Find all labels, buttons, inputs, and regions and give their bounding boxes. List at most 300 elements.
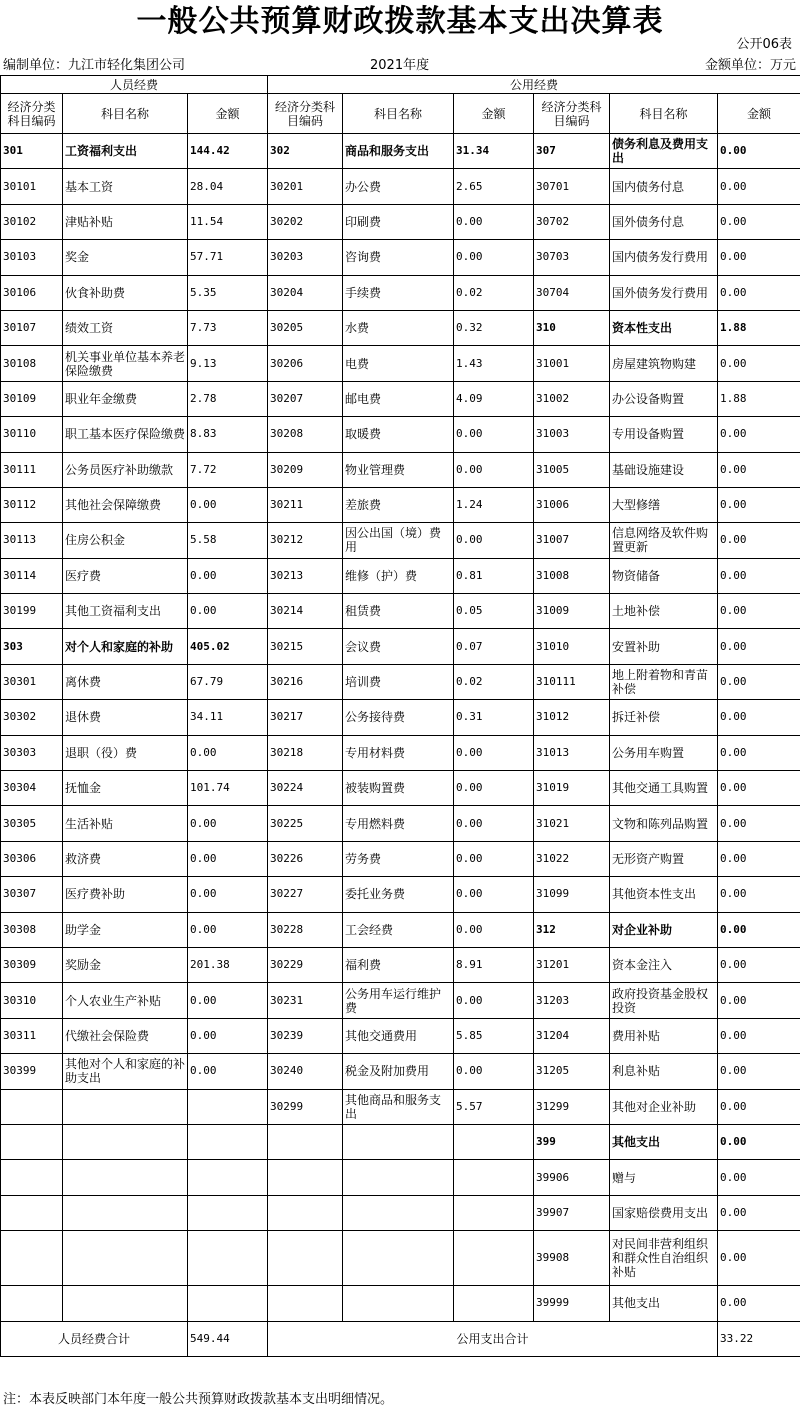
personnel-code-cell: 30111 xyxy=(1,452,63,487)
public-a-code-cell: 30224 xyxy=(268,771,343,806)
personnel-name-cell: 伙食补助费 xyxy=(63,275,188,310)
personnel-amount-cell: 8.83 xyxy=(188,417,268,452)
public-b-name-cell: 公务用车购置 xyxy=(610,735,718,770)
public-b-code-cell: 31003 xyxy=(534,417,610,452)
personnel-code-cell: 30309 xyxy=(1,947,63,982)
personnel-name-cell: 住房公积金 xyxy=(63,523,188,558)
personnel-code-cell: 30114 xyxy=(1,558,63,593)
public-a-code-cell: 30225 xyxy=(268,806,343,841)
public-a-name-cell: 工会经费 xyxy=(343,912,454,947)
public-a-name-cell: 租赁费 xyxy=(343,594,454,629)
section-header-row xyxy=(1,76,800,94)
col-header-amount: 金额 xyxy=(188,94,268,134)
public-b-name-cell: 国家赔偿费用支出 xyxy=(610,1195,718,1230)
table-row xyxy=(1,771,800,806)
personnel-name-cell: 公务员医疗补助缴款 xyxy=(63,452,188,487)
public-a-amount-cell xyxy=(454,1286,534,1321)
personnel-code-cell: 30301 xyxy=(1,664,63,699)
table-row xyxy=(1,1054,800,1089)
public-b-amount-cell: 0.00 xyxy=(718,983,800,1018)
public-a-code-cell: 30212 xyxy=(268,523,343,558)
public-b-code-cell: 31002 xyxy=(534,381,610,416)
public-a-name-cell: 因公出国（境）费用 xyxy=(343,523,454,558)
public-a-code-cell: 30231 xyxy=(268,983,343,1018)
personnel-amount-cell: 2.78 xyxy=(188,381,268,416)
personnel-code-cell: 30304 xyxy=(1,771,63,806)
table-row xyxy=(1,310,800,345)
public-b-amount-cell: 0.00 xyxy=(718,204,800,239)
personnel-code-cell: 30107 xyxy=(1,310,63,345)
table-row xyxy=(1,134,800,169)
table-row xyxy=(1,735,800,770)
public-b-amount-cell: 0.00 xyxy=(718,1124,800,1159)
public-b-amount-cell: 0.00 xyxy=(718,1231,800,1286)
personnel-code-cell: 30101 xyxy=(1,169,63,204)
public-a-amount-cell: 0.00 xyxy=(454,735,534,770)
public-b-name-cell: 国内债务发行费用 xyxy=(610,240,718,275)
public-b-name-cell: 债务利息及费用支出 xyxy=(610,134,718,169)
personnel-amount-cell: 7.73 xyxy=(188,310,268,345)
public-b-code-cell: 31008 xyxy=(534,558,610,593)
table-row xyxy=(1,1089,800,1124)
public-b-name-cell: 对企业补助 xyxy=(610,912,718,947)
public-b-amount-cell: 0.00 xyxy=(718,700,800,735)
public-b-code-cell: 399 xyxy=(534,1124,610,1159)
personnel-amount-cell: 201.38 xyxy=(188,947,268,982)
public-a-code-cell xyxy=(268,1286,343,1321)
public-b-amount-cell: 0.00 xyxy=(718,841,800,876)
personnel-name-cell: 奖励金 xyxy=(63,947,188,982)
personnel-code-cell xyxy=(1,1231,63,1286)
public-b-amount-cell: 0.00 xyxy=(718,169,800,204)
public-b-code-cell: 30703 xyxy=(534,240,610,275)
public-b-name-cell: 办公设备购置 xyxy=(610,381,718,416)
table-row xyxy=(1,452,800,487)
personnel-code-cell xyxy=(1,1286,63,1321)
public-total-amount: 33.22 xyxy=(718,1321,800,1356)
table-row xyxy=(1,381,800,416)
personnel-amount-cell: 9.13 xyxy=(188,346,268,381)
public-a-amount-cell: 0.00 xyxy=(454,240,534,275)
table-row xyxy=(1,841,800,876)
public-b-name-cell: 利息补贴 xyxy=(610,1054,718,1089)
public-a-amount-cell: 0.00 xyxy=(454,912,534,947)
public-b-name-cell: 文物和陈列品购置 xyxy=(610,806,718,841)
public-b-code-cell: 31205 xyxy=(534,1054,610,1089)
personnel-name-cell: 个人农业生产补贴 xyxy=(63,983,188,1018)
form-number: 公开06表 xyxy=(736,37,792,52)
personnel-code-cell xyxy=(1,1124,63,1159)
public-b-amount-cell: 0.00 xyxy=(718,275,800,310)
personnel-amount-cell xyxy=(188,1124,268,1159)
public-a-name-cell: 电费 xyxy=(343,346,454,381)
public-a-name-cell: 公务接待费 xyxy=(343,700,454,735)
personnel-amount-cell: 0.00 xyxy=(188,912,268,947)
personnel-amount-cell: 57.71 xyxy=(188,240,268,275)
public-a-amount-cell: 0.00 xyxy=(454,841,534,876)
personnel-code-cell xyxy=(1,1160,63,1195)
public-a-code-cell: 30216 xyxy=(268,664,343,699)
personnel-name-cell: 救济费 xyxy=(63,841,188,876)
public-a-code-cell: 302 xyxy=(268,134,343,169)
public-a-amount-cell: 0.00 xyxy=(454,204,534,239)
amount-unit: 金额单位：万元 xyxy=(704,58,796,73)
table-row xyxy=(1,594,800,629)
public-b-name-cell: 专用设备购置 xyxy=(610,417,718,452)
personnel-code-cell: 30103 xyxy=(1,240,63,275)
personnel-amount-cell: 11.54 xyxy=(188,204,268,239)
public-b-code-cell: 31019 xyxy=(534,771,610,806)
public-a-name-cell: 其他商品和服务支出 xyxy=(343,1089,454,1124)
public-a-amount-cell: 31.34 xyxy=(454,134,534,169)
public-b-amount-cell: 0.00 xyxy=(718,1195,800,1230)
public-a-code-cell: 30207 xyxy=(268,381,343,416)
public-a-code-cell: 30208 xyxy=(268,417,343,452)
public-b-amount-cell: 0.00 xyxy=(718,523,800,558)
personnel-amount-cell xyxy=(188,1195,268,1230)
public-a-amount-cell: 1.43 xyxy=(454,346,534,381)
personnel-code-cell xyxy=(1,1195,63,1230)
personnel-amount-cell xyxy=(188,1231,268,1286)
public-b-amount-cell: 0.00 xyxy=(718,452,800,487)
personnel-code-cell: 30310 xyxy=(1,983,63,1018)
public-a-code-cell: 30239 xyxy=(268,1018,343,1053)
public-b-code-cell: 310 xyxy=(534,310,610,345)
public-b-name-cell: 其他对企业补助 xyxy=(610,1089,718,1124)
public-b-name-cell: 物资储备 xyxy=(610,558,718,593)
personnel-amount-cell: 405.02 xyxy=(188,629,268,664)
public-a-name-cell: 商品和服务支出 xyxy=(343,134,454,169)
public-a-name-cell: 手续费 xyxy=(343,275,454,310)
public-b-code-cell: 307 xyxy=(534,134,610,169)
personnel-name-cell: 绩效工资 xyxy=(63,310,188,345)
public-b-code-cell: 312 xyxy=(534,912,610,947)
public-a-amount-cell: 0.00 xyxy=(454,452,534,487)
public-b-amount-cell: 0.00 xyxy=(718,735,800,770)
col-header-amount: 金额 xyxy=(718,94,800,134)
table-row xyxy=(1,1124,800,1159)
personnel-amount-cell xyxy=(188,1089,268,1124)
public-a-code-cell: 30240 xyxy=(268,1054,343,1089)
column-header-row xyxy=(1,94,800,134)
personnel-name-cell: 医疗费补助 xyxy=(63,877,188,912)
personnel-name-cell: 机关事业单位基本养老保险缴费 xyxy=(63,346,188,381)
personnel-amount-cell: 0.00 xyxy=(188,594,268,629)
col-header-amount: 金额 xyxy=(454,94,534,134)
personnel-code-cell: 30102 xyxy=(1,204,63,239)
public-section-header: 公用经费 xyxy=(268,76,800,94)
personnel-amount-cell: 0.00 xyxy=(188,735,268,770)
public-b-name-cell: 政府投资基金股权投资 xyxy=(610,983,718,1018)
personnel-name-cell xyxy=(63,1124,188,1159)
public-b-amount-cell: 1.88 xyxy=(718,381,800,416)
personnel-name-cell: 医疗费 xyxy=(63,558,188,593)
public-b-code-cell: 30704 xyxy=(534,275,610,310)
personnel-total-amount: 549.44 xyxy=(188,1321,268,1356)
personnel-name-cell: 退休费 xyxy=(63,700,188,735)
public-a-code-cell: 30206 xyxy=(268,346,343,381)
table-row xyxy=(1,629,800,664)
table-row xyxy=(1,1018,800,1053)
table-row xyxy=(1,947,800,982)
public-b-amount-cell: 0.00 xyxy=(718,1089,800,1124)
col-header-code: 经济分类科目编码 xyxy=(534,94,610,134)
public-b-amount-cell: 0.00 xyxy=(718,558,800,593)
table-row xyxy=(1,912,800,947)
personnel-amount-cell: 101.74 xyxy=(188,771,268,806)
public-b-name-cell: 赠与 xyxy=(610,1160,718,1195)
public-a-amount-cell: 0.81 xyxy=(454,558,534,593)
public-a-name-cell: 被装购置费 xyxy=(343,771,454,806)
public-b-code-cell: 31299 xyxy=(534,1089,610,1124)
public-a-code-cell: 30218 xyxy=(268,735,343,770)
public-a-name-cell xyxy=(343,1231,454,1286)
personnel-name-cell: 对个人和家庭的补助 xyxy=(63,629,188,664)
public-a-code-cell xyxy=(268,1124,343,1159)
personnel-amount-cell: 0.00 xyxy=(188,806,268,841)
personnel-amount-cell xyxy=(188,1286,268,1321)
footnote: 注：本表反映部门本年度一般公共预算财政拨款基本支出明细情况。 xyxy=(3,1392,394,1407)
personnel-code-cell: 30399 xyxy=(1,1054,63,1089)
public-a-amount-cell: 0.02 xyxy=(454,275,534,310)
public-b-code-cell: 31009 xyxy=(534,594,610,629)
public-a-name-cell: 取暖费 xyxy=(343,417,454,452)
public-b-code-cell: 31204 xyxy=(534,1018,610,1053)
personnel-name-cell xyxy=(63,1231,188,1286)
public-a-name-cell xyxy=(343,1160,454,1195)
reporting-unit: 编制单位：九江市轻化集团公司 xyxy=(3,58,186,73)
personnel-code-cell xyxy=(1,1089,63,1124)
public-a-amount-cell: 0.00 xyxy=(454,417,534,452)
public-a-code-cell: 30203 xyxy=(268,240,343,275)
personnel-name-cell: 津贴补贴 xyxy=(63,204,188,239)
public-b-name-cell: 地上附着物和青苗补偿 xyxy=(610,664,718,699)
personnel-amount-cell: 28.04 xyxy=(188,169,268,204)
public-b-amount-cell: 0.00 xyxy=(718,664,800,699)
personnel-name-cell: 工资福利支出 xyxy=(63,134,188,169)
public-b-code-cell: 31099 xyxy=(534,877,610,912)
public-a-amount-cell: 0.00 xyxy=(454,983,534,1018)
public-b-amount-cell: 0.00 xyxy=(718,240,800,275)
personnel-name-cell: 职工基本医疗保险缴费 xyxy=(63,417,188,452)
personnel-name-cell xyxy=(63,1286,188,1321)
public-a-name-cell: 劳务费 xyxy=(343,841,454,876)
public-a-amount-cell: 2.65 xyxy=(454,169,534,204)
public-a-code-cell: 30205 xyxy=(268,310,343,345)
public-b-name-cell: 国内债务付息 xyxy=(610,169,718,204)
public-b-name-cell: 费用补贴 xyxy=(610,1018,718,1053)
personnel-amount-cell: 0.00 xyxy=(188,558,268,593)
public-b-code-cell: 31012 xyxy=(534,700,610,735)
personnel-code-cell: 30112 xyxy=(1,487,63,522)
public-b-amount-cell: 0.00 xyxy=(718,771,800,806)
public-a-name-cell xyxy=(343,1124,454,1159)
public-a-name-cell: 邮电费 xyxy=(343,381,454,416)
table-row xyxy=(1,806,800,841)
public-b-code-cell: 31013 xyxy=(534,735,610,770)
expenditure-table xyxy=(0,75,800,1357)
public-b-name-cell: 对民间非营利组织和群众性自治组织补贴 xyxy=(610,1231,718,1286)
public-a-amount-cell: 8.91 xyxy=(454,947,534,982)
public-a-code-cell: 30215 xyxy=(268,629,343,664)
table-row xyxy=(1,204,800,239)
personnel-name-cell: 其他社会保障缴费 xyxy=(63,487,188,522)
public-a-code-cell: 30202 xyxy=(268,204,343,239)
public-a-name-cell: 培训费 xyxy=(343,664,454,699)
public-b-name-cell: 信息网络及软件购置更新 xyxy=(610,523,718,558)
personnel-name-cell: 抚恤金 xyxy=(63,771,188,806)
personnel-section-header: 人员经费 xyxy=(1,76,268,94)
personnel-name-cell: 奖金 xyxy=(63,240,188,275)
public-a-code-cell: 30214 xyxy=(268,594,343,629)
public-a-code-cell: 30228 xyxy=(268,912,343,947)
personnel-code-cell: 30305 xyxy=(1,806,63,841)
public-a-code-cell: 30209 xyxy=(268,452,343,487)
public-a-amount-cell: 0.00 xyxy=(454,523,534,558)
public-b-code-cell: 31203 xyxy=(534,983,610,1018)
public-a-name-cell: 委托业务费 xyxy=(343,877,454,912)
public-b-name-cell: 其他交通工具购置 xyxy=(610,771,718,806)
personnel-code-cell: 30302 xyxy=(1,700,63,735)
public-a-code-cell: 30213 xyxy=(268,558,343,593)
public-b-code-cell: 39906 xyxy=(534,1160,610,1195)
public-a-name-cell: 其他交通费用 xyxy=(343,1018,454,1053)
public-b-amount-cell: 0.00 xyxy=(718,1160,800,1195)
personnel-code-cell: 301 xyxy=(1,134,63,169)
public-a-name-cell: 差旅费 xyxy=(343,487,454,522)
public-b-amount-cell: 0.00 xyxy=(718,594,800,629)
public-a-name-cell: 物业管理费 xyxy=(343,452,454,487)
fiscal-year: 2021年度 xyxy=(370,58,430,73)
personnel-amount-cell: 5.58 xyxy=(188,523,268,558)
public-a-amount-cell: 0.02 xyxy=(454,664,534,699)
personnel-code-cell: 30307 xyxy=(1,877,63,912)
personnel-name-cell xyxy=(63,1089,188,1124)
col-header-name: 科目名称 xyxy=(63,94,188,134)
public-a-amount-cell: 0.32 xyxy=(454,310,534,345)
personnel-amount-cell: 67.79 xyxy=(188,664,268,699)
public-b-amount-cell: 0.00 xyxy=(718,877,800,912)
public-a-code-cell: 30299 xyxy=(268,1089,343,1124)
table-row xyxy=(1,1195,800,1230)
public-b-code-cell: 31010 xyxy=(534,629,610,664)
personnel-code-cell: 30199 xyxy=(1,594,63,629)
public-b-amount-cell: 0.00 xyxy=(718,346,800,381)
public-b-name-cell: 国外债务付息 xyxy=(610,204,718,239)
public-a-name-cell: 咨询费 xyxy=(343,240,454,275)
personnel-amount-cell: 34.11 xyxy=(188,700,268,735)
public-a-amount-cell: 5.57 xyxy=(454,1089,534,1124)
col-header-code: 经济分类科目编码 xyxy=(1,94,63,134)
table-row xyxy=(1,664,800,699)
personnel-amount-cell: 0.00 xyxy=(188,877,268,912)
public-b-name-cell: 资本金注入 xyxy=(610,947,718,982)
public-b-amount-cell: 0.00 xyxy=(718,1018,800,1053)
public-a-amount-cell: 0.31 xyxy=(454,700,534,735)
public-b-amount-cell: 0.00 xyxy=(718,947,800,982)
personnel-amount-cell: 0.00 xyxy=(188,1054,268,1089)
public-a-name-cell: 税金及附加费用 xyxy=(343,1054,454,1089)
public-b-code-cell: 30701 xyxy=(534,169,610,204)
personnel-total-label: 人员经费合计 xyxy=(1,1321,188,1356)
table-row xyxy=(1,523,800,558)
public-b-amount-cell: 0.00 xyxy=(718,417,800,452)
public-b-amount-cell: 0.00 xyxy=(718,806,800,841)
public-b-name-cell: 其他支出 xyxy=(610,1286,718,1321)
col-header-code: 经济分类科目编码 xyxy=(268,94,343,134)
public-a-amount-cell: 5.85 xyxy=(454,1018,534,1053)
public-b-amount-cell: 0.00 xyxy=(718,134,800,169)
personnel-name-cell: 职业年金缴费 xyxy=(63,381,188,416)
public-a-amount-cell xyxy=(454,1124,534,1159)
public-b-amount-cell: 0.00 xyxy=(718,1054,800,1089)
public-a-code-cell: 30226 xyxy=(268,841,343,876)
table-row xyxy=(1,877,800,912)
personnel-amount-cell: 7.72 xyxy=(188,452,268,487)
personnel-code-cell: 30108 xyxy=(1,346,63,381)
personnel-name-cell xyxy=(63,1195,188,1230)
personnel-name-cell: 退职（役）费 xyxy=(63,735,188,770)
personnel-amount-cell: 0.00 xyxy=(188,1018,268,1053)
public-a-amount-cell: 0.00 xyxy=(454,806,534,841)
public-b-code-cell: 31021 xyxy=(534,806,610,841)
public-b-name-cell: 资本性支出 xyxy=(610,310,718,345)
public-a-code-cell: 30204 xyxy=(268,275,343,310)
public-b-code-cell: 30702 xyxy=(534,204,610,239)
public-a-code-cell xyxy=(268,1195,343,1230)
public-b-name-cell: 无形资产购置 xyxy=(610,841,718,876)
public-b-amount-cell: 1.88 xyxy=(718,310,800,345)
personnel-name-cell xyxy=(63,1160,188,1195)
personnel-code-cell: 303 xyxy=(1,629,63,664)
personnel-code-cell: 30109 xyxy=(1,381,63,416)
public-a-code-cell: 30229 xyxy=(268,947,343,982)
personnel-amount-cell: 5.35 xyxy=(188,275,268,310)
table-row xyxy=(1,1160,800,1195)
public-b-name-cell: 国外债务发行费用 xyxy=(610,275,718,310)
personnel-name-cell: 离休费 xyxy=(63,664,188,699)
public-a-name-cell: 维修（护）费 xyxy=(343,558,454,593)
totals-row xyxy=(1,1321,800,1356)
personnel-name-cell: 其他工资福利支出 xyxy=(63,594,188,629)
public-a-amount-cell: 0.00 xyxy=(454,771,534,806)
page-title: 一般公共预算财政拨款基本支出决算表 xyxy=(136,4,664,39)
personnel-name-cell: 基本工资 xyxy=(63,169,188,204)
personnel-amount-cell xyxy=(188,1160,268,1195)
personnel-amount-cell: 144.42 xyxy=(188,134,268,169)
personnel-code-cell: 30303 xyxy=(1,735,63,770)
public-a-code-cell: 30211 xyxy=(268,487,343,522)
public-b-code-cell: 310111 xyxy=(534,664,610,699)
personnel-amount-cell: 0.00 xyxy=(188,487,268,522)
public-a-code-cell: 30217 xyxy=(268,700,343,735)
public-b-code-cell: 31007 xyxy=(534,523,610,558)
public-a-name-cell: 办公费 xyxy=(343,169,454,204)
public-a-amount-cell xyxy=(454,1160,534,1195)
public-b-code-cell: 31005 xyxy=(534,452,610,487)
personnel-code-cell: 30110 xyxy=(1,417,63,452)
personnel-code-cell: 30106 xyxy=(1,275,63,310)
public-a-amount-cell: 0.07 xyxy=(454,629,534,664)
personnel-name-cell: 生活补贴 xyxy=(63,806,188,841)
public-a-name-cell: 福利费 xyxy=(343,947,454,982)
public-b-amount-cell: 0.00 xyxy=(718,629,800,664)
public-b-amount-cell: 0.00 xyxy=(718,487,800,522)
public-b-name-cell: 安置补助 xyxy=(610,629,718,664)
public-b-code-cell: 39907 xyxy=(534,1195,610,1230)
table-row xyxy=(1,169,800,204)
public-b-code-cell: 31201 xyxy=(534,947,610,982)
